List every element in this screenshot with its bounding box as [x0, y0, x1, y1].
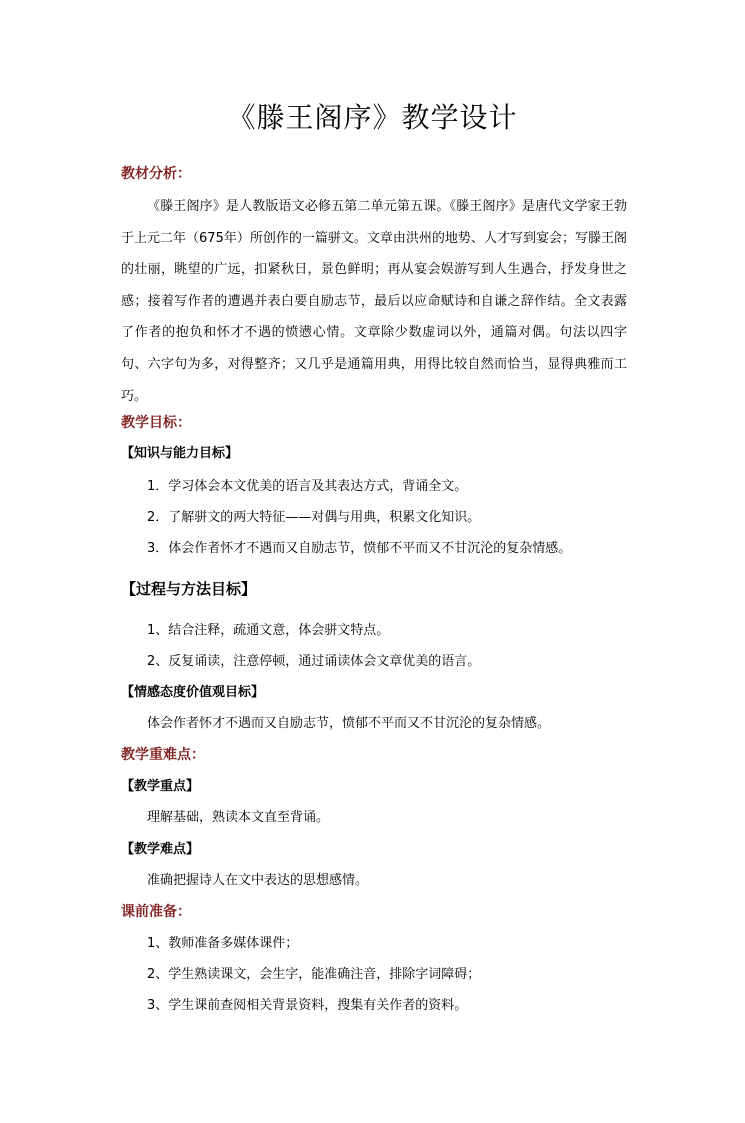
teaching-focus-text: 理解基础，熟读本文直至背诵。: [147, 810, 330, 825]
preparation-item: 1、教师准备多媒体课件；: [147, 936, 299, 951]
heading-material-analysis: 教材分析：: [121, 166, 191, 182]
emotion-goal-text: 体会作者怀才不遇而又自励志节，愤郁不平而又不甘沉沦的复杂情感。: [147, 716, 551, 731]
label-knowledge-goals: 【知识与能力目标】: [121, 446, 239, 461]
document-title: 《滕王阁序》教学设计: [227, 101, 518, 134]
analysis-paragraph: 《滕王阁序》是人教版语文必修五第二单元第五课。《滕王阁序》是唐代文学家王勃于上元二年（675年）所创作的一篇骈文。文章由洪州的地势、人才写到宴会；写滕王阁的壮丽，眺望的广远，扣紧秋日，景色鲜明；再从宴会娱游写到人生遇合，抒发身世之感；接着写作者的遭遇并表白要自励志节，最后以应命赋诗和自谦之辞作结。全文表露了作者的抱负和怀才不遇的愤懑心情。文章除少数虚词以外，通篇对偶。句法以四字句、六字句为多，对得整齐；又几乎是通篇用典，用得比较自然而恰当，显得典雅而工巧。: [121, 199, 627, 404]
label-teaching-focus: 【教学重点】: [121, 779, 200, 794]
heading-key-difficult-points: 教学重难点：: [121, 747, 205, 763]
heading-teaching-goals: 教学目标：: [121, 415, 191, 431]
teaching-difficulty-text: 准确把握诗人在文中表达的思想感情。: [147, 873, 369, 888]
preparation-item: 3、学生课前查阅相关背景资料，搜集有关作者的资料。: [147, 998, 468, 1013]
preparation-item: 2、学生熟读课文，会生字，能准确注音，排除字词障碍；: [147, 967, 481, 982]
knowledge-goal-item: 3．体会作者怀才不遇而又自励志节，愤郁不平而又不甘沉沦的复杂情感。: [147, 541, 572, 556]
knowledge-goal-item: 1．学习体会本文优美的语言及其表达方式，背诵全文。: [147, 479, 468, 494]
heading-preparation: 课前准备：: [121, 904, 191, 920]
label-emotion-goals: 【情感态度价值观目标】: [121, 685, 265, 700]
label-teaching-difficulty: 【教学难点】: [121, 842, 200, 857]
process-goal-item: 1、结合注释，疏通文意，体会骈文特点。: [147, 623, 390, 638]
label-process-goals: 【过程与方法目标】: [121, 580, 257, 598]
knowledge-goal-item: 2．了解骈文的两大特征——对偶与用典，积累文化知识。: [147, 510, 481, 525]
process-goal-item: 2、反复诵读，注意停顿，通过诵读体会文章优美的语言。: [147, 654, 481, 669]
